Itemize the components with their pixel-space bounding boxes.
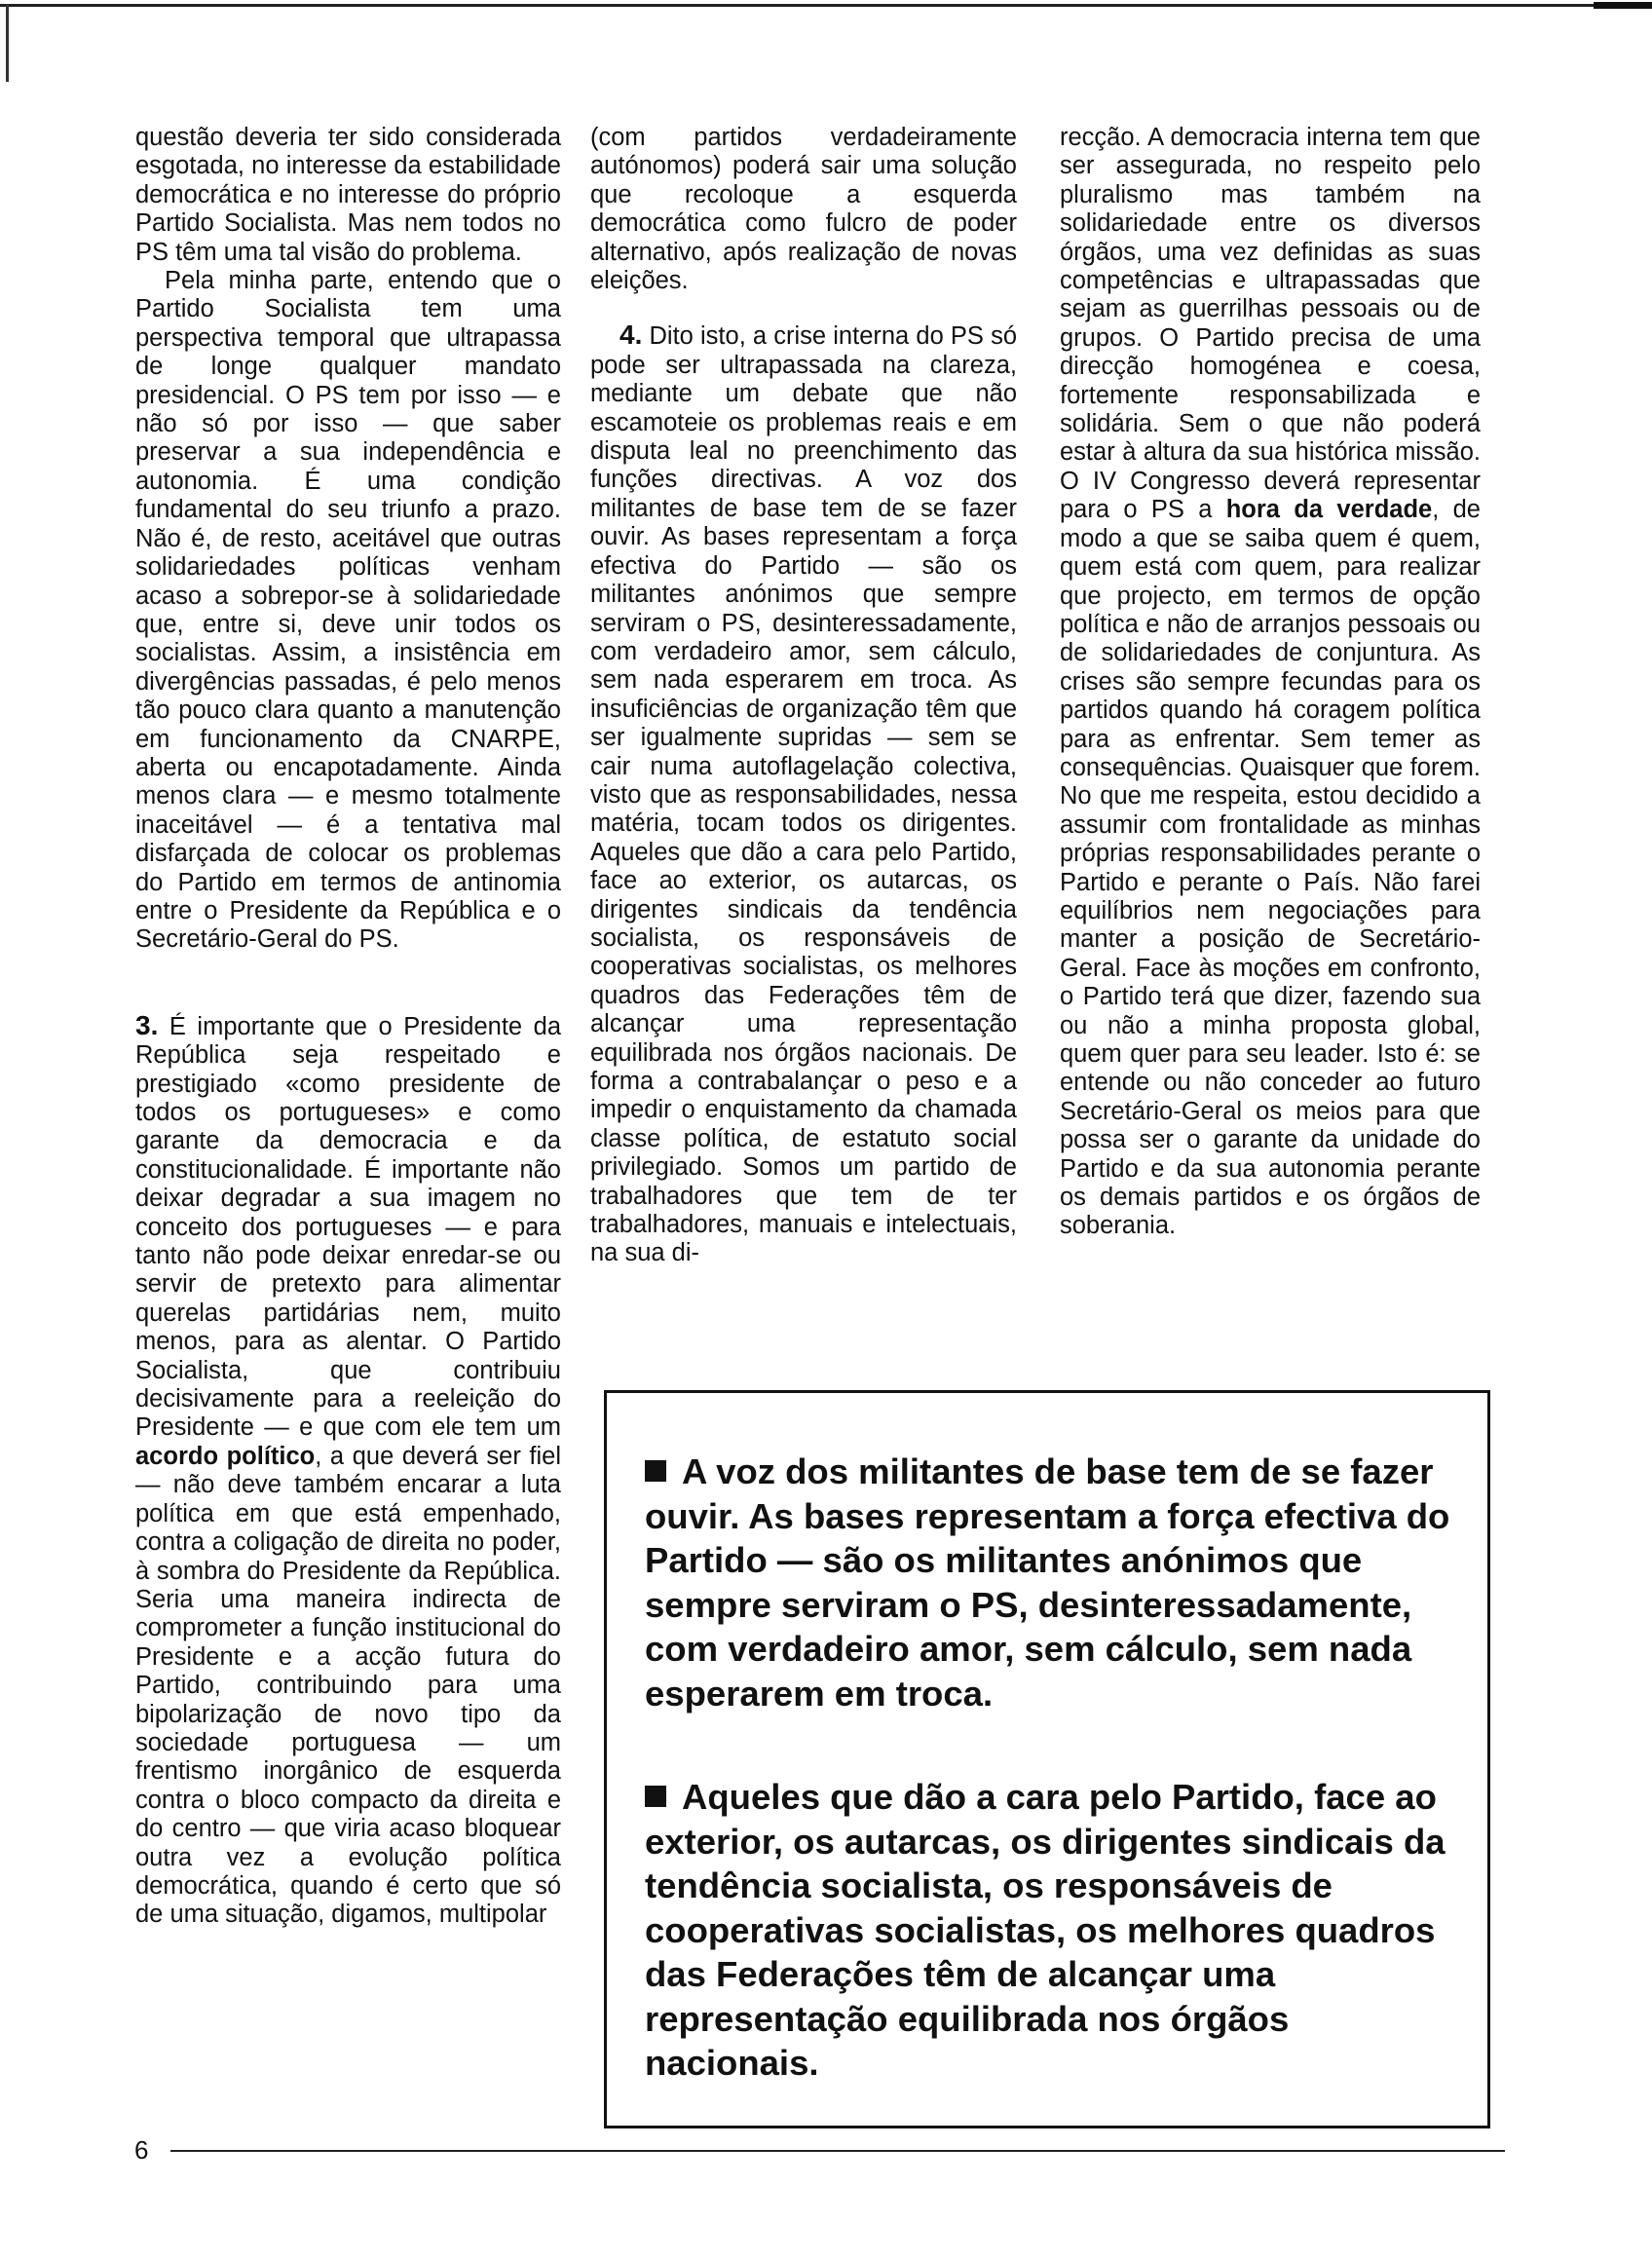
paragraph: questão deveria ter sido considerada esgotada, no interesse da estabilidade democrática e no interesse do próprio Partido Socialista. Mas nem todos no PS têm uma tal visão do problema.: [135, 124, 561, 266]
square-bullet-icon: [645, 1786, 666, 1807]
section-number: 4.: [620, 320, 643, 351]
highlight-quote-1: A voz dos militantes de base tem de se fazer ouvir. As bases representam a força efectiva do Partido — são os militantes anónimos que sempre serviram o PS, desinteressadamente, com verdadeiro amor, sem cálculo, sem nada esperarem em troca.: [645, 1451, 1450, 1714]
page-number: 6: [134, 2135, 149, 2165]
section-4-paragraph: 4. Dito isto, a crise interna do PS só pode ser ultrapassada na clareza, mediante um debate que não escamoteie os problemas reais e em disputa leal no preenchimento das funções directivas. A voz dos militantes de base tem de se fazer ouvir. As bases representam a força efectiva do Partido — são os militantes anónimos que sempre serviram o PS, desinteressadamente, com verdadeiro amor, sem cálculo, sem nada esperarem em troca. As insuficiências de organização têm que ser igualmente supridas — sem se cair numa autoflagelação colectiva, visto que as responsabilidades, nessa matéria, tocam todos os dirigentes. Aqueles que dão a cara pelo Partido, face ao exterior, os autarcas, os dirigentes sindicais da tendência socialista, os responsáveis de cooperativas socialistas, os melhores quadros das Federações têm de alcançar uma representação equilibrada nos órgãos nacionais. De forma a contrabalançar o peso e a impedir o enquistamento da chamada classe política, de estatuto social privilegiado. Somos um partido de trabalhadores que tem de ter trabalhadores, manuais e intelectuais, na sua di-: [590, 320, 1017, 1267]
highlight-quote-2: Aqueles que dão a cara pelo Partido, face ao exterior, os autarcas, os dirigentes sindicais da tendência socialista, os responsáveis de cooperativas socialistas, os melhores quadros das Federações têm de alcançar uma representação equilibrada nos órgãos nacionais.: [645, 1777, 1446, 2083]
column-3: [1060, 124, 1481, 1241]
paragraph: recção. A democracia interna tem que ser assegurada, no respeito pelo pluralismo mas também na solidariedade entre os diversos órgãos, uma vez definidas as suas competências e ultrapassadas que sejam as guerrilhas pessoais ou de grupos. O Partido precisa de uma direcção homogénea e coesa, fortemente responsabilizada e solidária. Sem o que não poderá estar à altura da sua histórica missão. O IV Congresso deverá representar para o PS a hora da verdade, de modo a que se saiba quem é quem, quem está com quem, para realizar que projecto, em termos de opção política e não de arranjos pessoais ou de solidariedades de conjuntura. As crises são sempre fecundas para os partidos quando há coragem política para as enfrentar. Sem temer as consequências. Quaisquer que forem. No que me respeita, estou decidido a assumir com frontalidade as minhas próprias responsabilidades perante o Partido e perante o País. Não farei equilíbrios nem negociações para manter a posição de Secretário-Geral. Face às moções em confronto, o Partido terá que dizer, fazendo sua ou não a minha proposta global, quem quer para seu leader. Isto é: se entende ou não conceder ao futuro Secretário-Geral os meios para que possa ser o garante da unidade do Partido e da sua autonomia perante os demais partidos e os órgãos de soberania.: [1060, 124, 1481, 1240]
paragraph: (com partidos verdadeiramente autónomos) poderá sair uma solução que recoloque a esquerda democrática como fulcro de poder alternativo, após realização de novas eleições.: [590, 124, 1017, 295]
top-rule: [0, 4, 1652, 7]
section-3-paragraph: 3. É importante que o Presidente da República seja respeitado e prestigiado «como presidente de todos os portugueses» e como garante da democracia e da constitucionalidade. É importante não deixar degradar a sua imagem no conceito dos portugueses — e para tanto não pode deixar enredar-se ou servir de pretexto para alimentar querelas partidárias nem, muito menos, para as alentar. O Partido Socialista, que contribuiu decisivamente para a reeleição do Presidente — e que com ele tem um acordo político, a que deverá ser fiel — não deve também encarar a luta política em que está empenhado, contra a coligação de direita no poder, à sombra do Presidente da República. Seria uma maneira indirecta de comprometer a função institucional do Presidente e a acção futura do Partido, contribuindo para uma bipolarização de novo tipo da sociedade portuguesa — um frentismo inorgânico de esquerda contra o bloco compacto da direita e do centro — que viria acaso bloquear outra vez a evolução política democrática, quando é certo que só de uma situação, digamos, multipolar: [135, 1009, 561, 1929]
paragraph: Pela minha parte, entendo que o Partido Socialista tem uma perspectiva temporal que ultrapassa de longe qualquer mandato presidencial. O PS tem por isso — e não só por isso — que saber preservar a sua independência e autonomia. É uma condição fundamental do seu triunfo a prazo. Não é, de resto, aceitável que outras solidariedades políticas venham acaso a sobrepor-se à solidariedade que, entre si, deve unir todos os socialistas. Assim, a insistência em divergências passadas, é pelo menos tão pouco clara quanto a manutenção em funcionamento da CNARPE, aberta ou encapotadamente. Ainda menos clara — e mesmo totalmente inaceitável — é a tentativa mal disfarçada de colocar os problemas do Partido em termos de antinomia entre o Presidente da República e o Secretário-Geral do PS.: [135, 267, 561, 954]
left-rule: [6, 4, 9, 82]
section-number: 3.: [135, 1009, 159, 1040]
column-2: [590, 124, 1017, 1268]
top-rule-mark: [1594, 2, 1652, 9]
column-1: [135, 124, 561, 1930]
square-bullet-icon: [645, 1460, 666, 1482]
bold-phrase: acordo político: [135, 1442, 316, 1470]
footer-rule: [170, 2150, 1505, 2152]
bold-phrase: hora da verdade: [1225, 496, 1433, 524]
